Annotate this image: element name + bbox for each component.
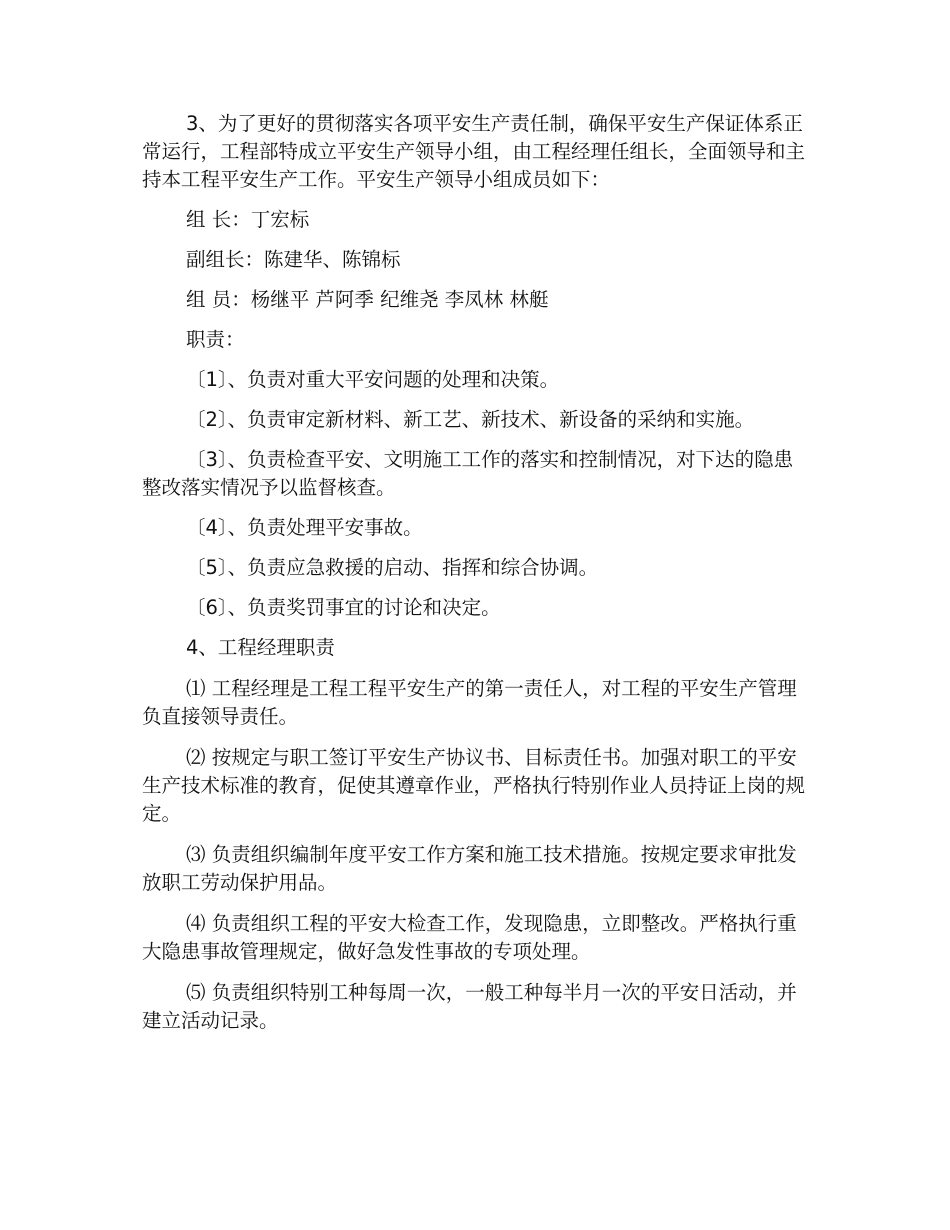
paragraph-manager-duty-1: ⑴ 工程经理是工程工程平安生产的第一责任人，对工程的平安生产管理负直接领导责任。: [142, 677, 797, 728]
paragraph-duty-2: 〔2〕、负责审定新材料、新工艺、新技术、新设备的采纳和实施。: [186, 408, 755, 431]
paragraph-manager-duty-5: ⑸ 负责组织特别工种每周一次，一般工种每半月一次的平安日活动，并建立活动记录。: [142, 981, 797, 1032]
paragraph-duty-5: 〔5〕、负责应急救援的启动、指挥和综合协调。: [186, 556, 599, 579]
paragraph-group-leader: 组 长：丁宏标: [186, 208, 310, 231]
paragraph-manager-duty-3: ⑶ 负责组织编制年度平安工作方案和施工技术措施。按规定要求审批发放职工劳动保护用品。: [142, 843, 797, 894]
paragraph-manager-duties-heading: 4、工程经理职责: [186, 636, 335, 659]
paragraph-safety-group-intro: 3、为了更好的贯彻落实各项平安生产责任制，确保平安生产保证体系正常运行，工程部特成立平安生产领导小组，由工程经理任组长，全面领导和主持本工程平安生产工作。平安生产领导小组成员如下：: [142, 112, 806, 191]
paragraph-duty-6: 〔6〕、负责奖罚事宜的讨论和决定。: [186, 596, 501, 619]
paragraph-duty-1: 〔1〕、负责对重大平安问题的处理和决策。: [186, 368, 560, 391]
paragraph-group-members: 组 员：杨继平 芦阿季 纪维尧 李凤林 林艇: [186, 288, 549, 311]
paragraph-manager-duty-2: ⑵ 按规定与职工签订平安生产协议书、目标责任书。加强对职工的平安生产技术标准的教育，促使其遵章作业，严格执行特别作业人员持证上岗的规定。: [142, 746, 806, 825]
paragraph-manager-duty-4: ⑷ 负责组织工程的平安大检查工作，发现隐患，立即整改。严格执行重大隐患事故管理规定，做好急发性事故的专项处理。: [142, 912, 797, 963]
document-page: [142, 110, 808, 1035]
paragraph-duty-4: 〔4〕、负责处理平安事故。: [186, 516, 423, 539]
paragraph-duties-heading: 职责：: [186, 328, 245, 351]
paragraph-deputy-leader: 副组长：陈建华、陈锦标: [186, 248, 401, 271]
paragraph-duty-3: 〔3〕、负责检查平安、文明施工工作的落实和控制情况，对下达的隐患整改落实情况予以监督核查。: [142, 448, 794, 499]
